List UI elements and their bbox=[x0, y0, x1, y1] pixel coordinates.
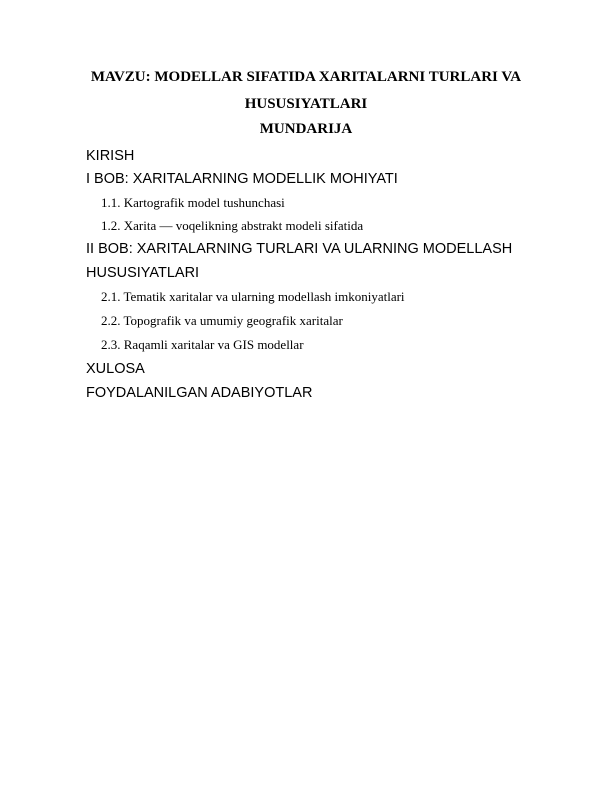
toc-item-2-2: 2.2. Topografik va umumiy geografik xaritalar bbox=[101, 313, 343, 328]
toc-item-2-1: 2.1. Tematik xaritalar va ularning modellash imkoniyatlari bbox=[101, 289, 405, 304]
toc-item-2-3: 2.3. Raqamli xaritalar va GIS modellar bbox=[101, 337, 304, 352]
toc-item-references: FOYDALANILGAN ADABIYOTLAR bbox=[86, 385, 313, 401]
toc-item-1-2: 1.2. Xarita — voqelikning abstrakt modeli sifatida bbox=[101, 218, 364, 233]
contents-heading: MUNDARIJA bbox=[259, 121, 353, 137]
toc-item-chapter-2: II BOB: XARITALARNING TURLARI VA ULARNING MODELLASH bbox=[86, 241, 513, 257]
toc-item-introduction: KIRISH bbox=[86, 148, 135, 164]
toc-item-chapter-1: I BOB: XARITALARNING MODELLIK MOHIYATI bbox=[86, 171, 398, 187]
toc-item-chapter-2-continued: HUSUSIYATLARI bbox=[86, 265, 200, 281]
document-title-line-2: HUSUSIYATLARI bbox=[244, 96, 368, 112]
toc-item-1-1: 1.1. Kartografik model tushunchasi bbox=[101, 195, 285, 210]
document-title-line-1: MAVZU: MODELLAR SIFATIDA XARITALARNI TURLARI VA bbox=[90, 69, 522, 85]
toc-item-conclusion: XULOSA bbox=[86, 361, 145, 377]
